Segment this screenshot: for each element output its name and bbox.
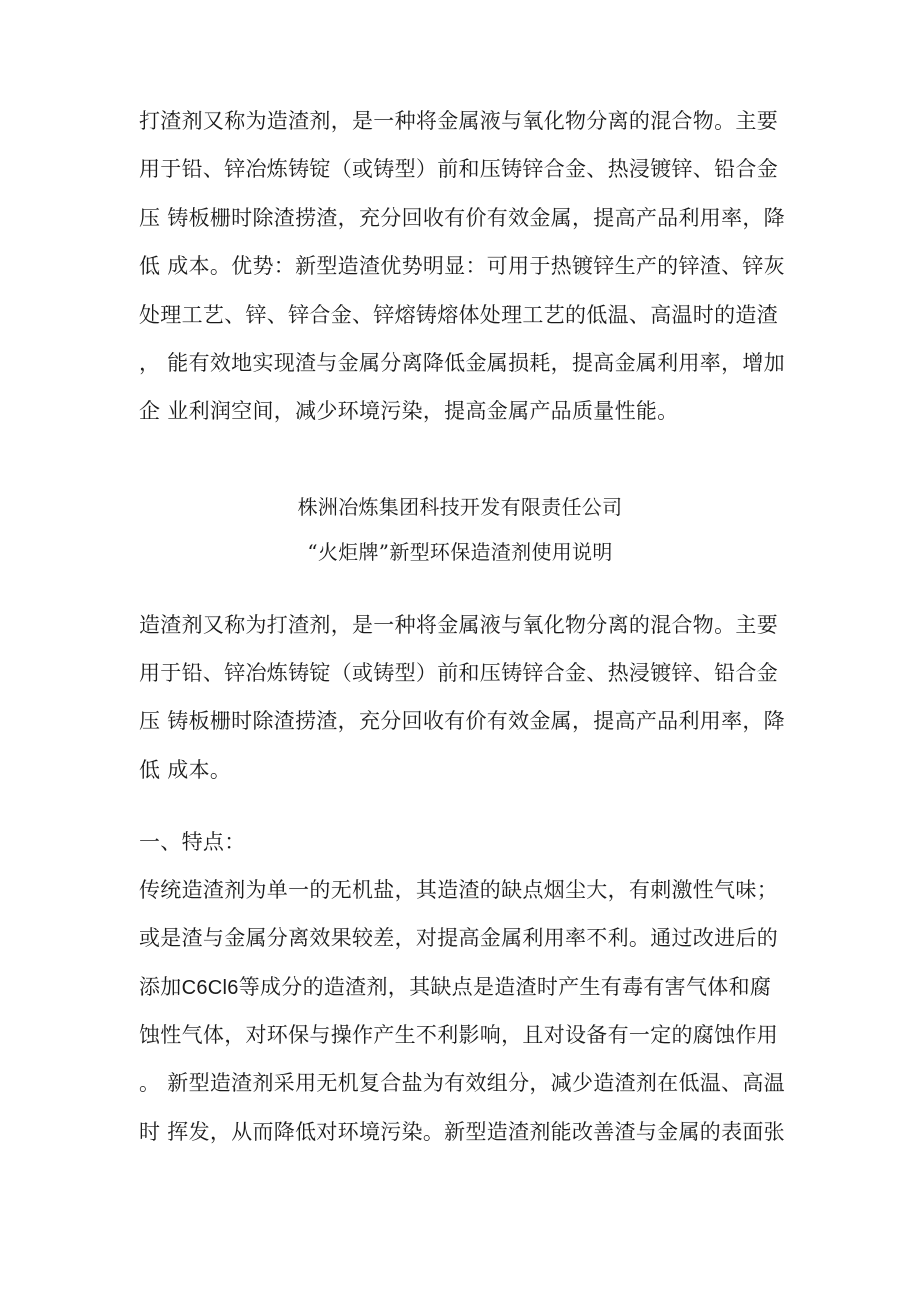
intro-line-2: 用于铅、锌冶炼铸锭（或铸型）前和压铸锌合金、热浸镀锌、铅合金 — [139, 157, 778, 181]
intro-line-5: 处理工艺、锌、锌合金、锌熔铸熔体处理工艺的低温、高温时的造渣 — [139, 303, 778, 327]
company-name: 株洲冶炼集团科技开发有限责任公司 — [297, 495, 623, 519]
section1-line-2: 或是渣与金属分离效果较差，对提高金属利用率不利。通过改进后的 — [139, 926, 778, 950]
body1-line-4: 低 成本。 — [139, 758, 232, 782]
body1-line-1: 造渣剂又称为打渣剂，是一种将金属液与氧化物分离的混合物。主要 — [139, 613, 778, 637]
intro-line-7: 企 业利润空间，减少环境污染，提高金属产品质量性能。 — [139, 399, 679, 423]
section1-line-3-suffix: 等成分的造渣剂，其缺点是造渣时产生有毒有害气体和腐 — [238, 975, 772, 999]
intro-line-6: ， 能有效地实现渣与金属分离降低金属损耗，提高金属利用率，增加 — [139, 351, 785, 375]
chemical-formula: C6Cl6 — [181, 977, 239, 999]
section1-line-5: 。 新型造渣剂采用无机复合盐为有效组分，减少造渣剂在低温、高温 — [139, 1071, 785, 1095]
section1-line-3 — [139, 974, 801, 1001]
section1-line-6: 时 挥发，从而降低对环境污染。新型造渣剂能改善渣与金属的表面张 — [139, 1120, 785, 1144]
section1-heading: 一、特点： — [139, 830, 246, 854]
intro-line-4: 低 成本。优势：新型造渣优势明显：可用于热镀锌生产的锌渣、锌灰 — [139, 254, 785, 278]
body1-line-2: 用于铅、锌冶炼铸锭（或铸型）前和压铸锌合金、热浸镀锌、铅合金 — [139, 661, 778, 685]
section1-line-1: 传统造渣剂为单一的无机盐，其造渣的缺点烟尘大，有刺激性气味； — [139, 878, 778, 902]
section1-line-3-prefix: 添加 — [139, 975, 182, 999]
intro-line-3: 压 铸板栅时除渣捞渣，充分回收有价有效金属，提高产品利用率，降 — [139, 206, 785, 230]
section1-line-4: 蚀性气体，对环保与操作产生不利影响，且对设备有一定的腐蚀作用 — [139, 1023, 778, 1047]
body1-line-3: 压 铸板栅时除渣捞渣，充分回收有价有效金属，提高产品利用率，降 — [139, 709, 785, 733]
intro-line-1: 打渣剂又称为造渣剂，是一种将金属液与氧化物分离的混合物。主要 — [139, 109, 778, 133]
document-title: “火炬牌”新型环保造渣剂使用说明 — [307, 540, 613, 564]
